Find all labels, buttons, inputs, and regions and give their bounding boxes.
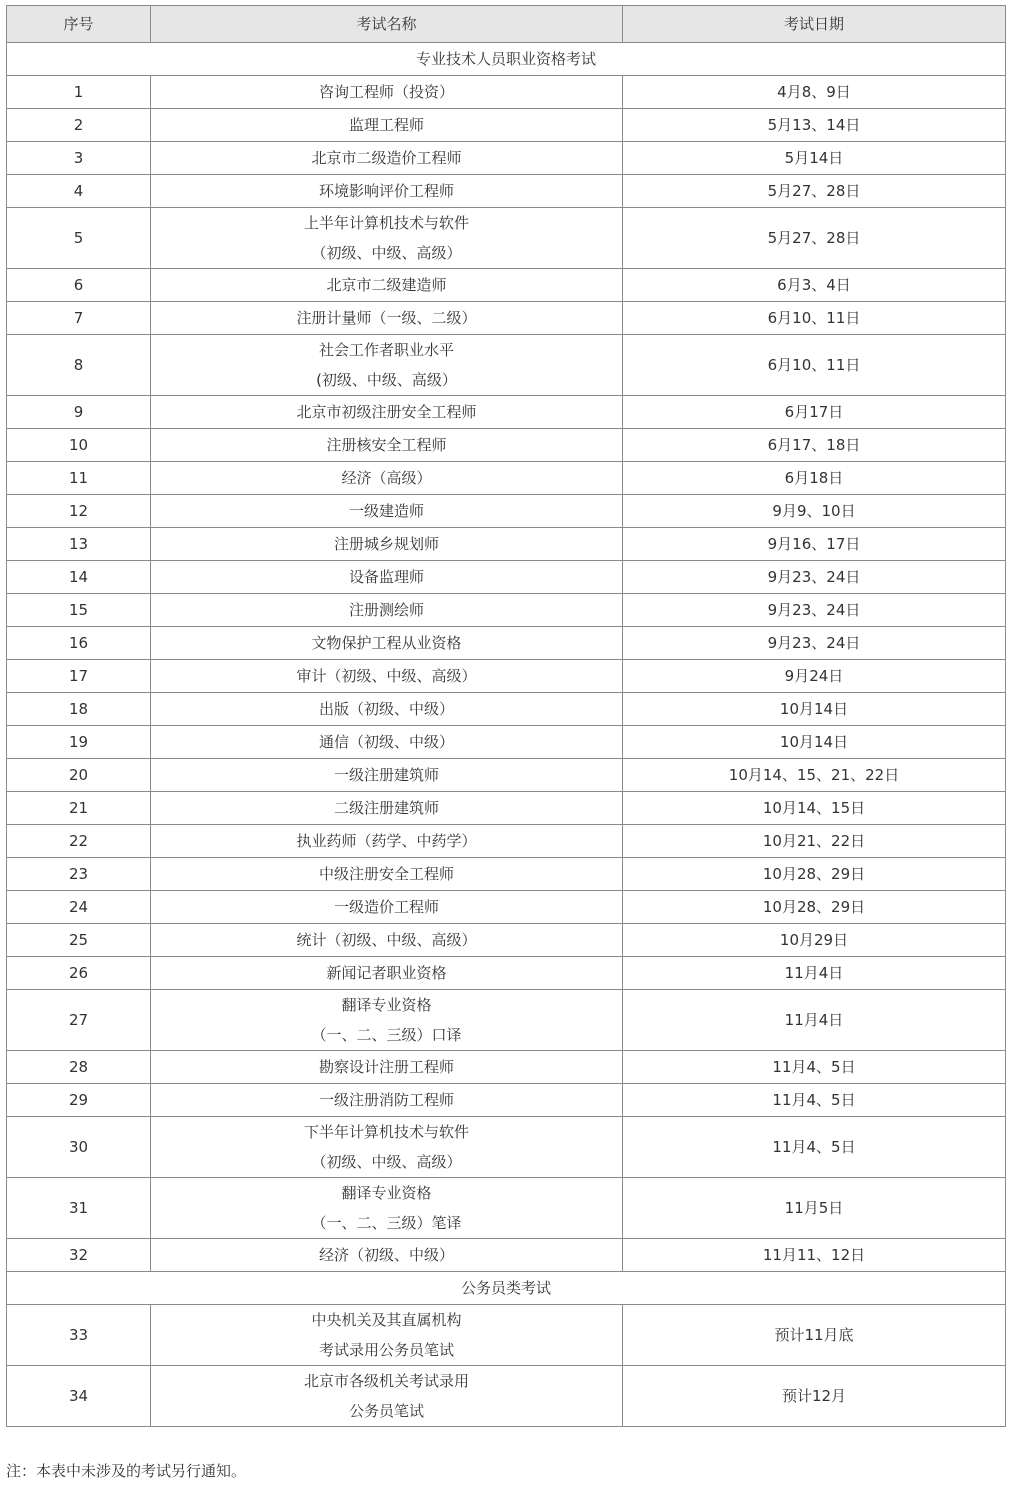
cell-no: 3 [7, 142, 151, 175]
table-row [7, 1366, 1006, 1427]
cell-no: 17 [7, 660, 151, 693]
cell-exam-name [151, 1305, 623, 1366]
cell-exam-name [151, 429, 623, 462]
cell-no: 21 [7, 792, 151, 825]
exam-name-line: 中央机关及其直属机构 [311, 1311, 462, 1329]
cell-exam-date: 11月4、5日 [623, 1117, 1006, 1178]
cell-exam-name [151, 76, 623, 109]
exam-name-line: 注册计量师（一级、二级） [296, 309, 477, 327]
cell-no: 26 [7, 957, 151, 990]
exam-name-line: 北京市二级建造师 [326, 276, 447, 294]
exam-name-line: 设备监理师 [348, 568, 424, 586]
table-row [7, 1117, 1006, 1178]
cell-exam-name [151, 627, 623, 660]
cell-exam-date: 6月17、18日 [623, 429, 1006, 462]
cell-exam-name [151, 302, 623, 335]
cell-no: 5 [7, 208, 151, 269]
table-row [7, 396, 1006, 429]
cell-exam-date: 10月14、15、21、22日 [623, 759, 1006, 792]
cell-exam-name [151, 462, 623, 495]
exam-name-line: 经济（高级） [341, 469, 432, 487]
table-row [7, 269, 1006, 302]
cell-no: 18 [7, 693, 151, 726]
cell-exam-name [151, 594, 623, 627]
table-row [7, 1239, 1006, 1272]
cell-exam-name [151, 726, 623, 759]
cell-exam-date: 9月23、24日 [623, 594, 1006, 627]
table-body [7, 43, 1006, 1427]
table-row [7, 924, 1006, 957]
cell-exam-date: 10月21、22日 [623, 825, 1006, 858]
exam-name-line: 北京市二级造价工程师 [311, 149, 462, 167]
cell-no: 32 [7, 1239, 151, 1272]
section-row [7, 1272, 1006, 1305]
cell-no: 22 [7, 825, 151, 858]
table-row [7, 660, 1006, 693]
cell-exam-name [151, 396, 623, 429]
exam-name-line: 文物保护工程从业资格 [311, 634, 462, 652]
cell-exam-date: 9月24日 [623, 660, 1006, 693]
cell-exam-name [151, 1366, 623, 1427]
table-row [7, 891, 1006, 924]
header-no: 序号 [7, 6, 151, 43]
cell-exam-date: 9月9、10日 [623, 495, 1006, 528]
table-row [7, 594, 1006, 627]
cell-no: 29 [7, 1084, 151, 1117]
cell-exam-date: 11月11、12日 [623, 1239, 1006, 1272]
cell-exam-date: 4月8、9日 [623, 76, 1006, 109]
cell-no: 30 [7, 1117, 151, 1178]
cell-exam-date: 9月23、24日 [623, 627, 1006, 660]
exam-schedule-table [6, 5, 1006, 1427]
cell-no: 9 [7, 396, 151, 429]
cell-exam-name [151, 825, 623, 858]
table-row [7, 528, 1006, 561]
section-title: 专业技术人员职业资格考试 [7, 43, 1006, 76]
cell-no: 7 [7, 302, 151, 335]
table-header [7, 6, 1006, 43]
cell-exam-name [151, 660, 623, 693]
cell-exam-date: 6月10、11日 [623, 302, 1006, 335]
cell-exam-name [151, 1239, 623, 1272]
table-row [7, 175, 1006, 208]
exam-name-line: 翻译专业资格 [341, 1184, 432, 1202]
cell-exam-name [151, 1051, 623, 1084]
exam-name-line: 公务员笔试 [348, 1402, 424, 1420]
cell-no: 1 [7, 76, 151, 109]
cell-no: 16 [7, 627, 151, 660]
exam-name-line: 注册城乡规划师 [333, 535, 439, 553]
exam-name-line: 社会工作者职业水平 [318, 341, 454, 359]
exam-name-line: 监理工程师 [348, 116, 424, 134]
cell-no: 14 [7, 561, 151, 594]
table-row [7, 957, 1006, 990]
cell-exam-date: 5月27、28日 [623, 208, 1006, 269]
exam-name-line: 新闻记者职业资格 [326, 964, 447, 982]
exam-name-line: 经济（初级、中级） [318, 1246, 454, 1264]
table-row [7, 1084, 1006, 1117]
cell-exam-name [151, 990, 623, 1051]
exam-name-line: 注册核安全工程师 [326, 436, 447, 454]
cell-no: 27 [7, 990, 151, 1051]
cell-exam-name [151, 1117, 623, 1178]
cell-no: 31 [7, 1178, 151, 1239]
cell-exam-date: 11月4、5日 [623, 1051, 1006, 1084]
cell-exam-date: 11月4、5日 [623, 1084, 1006, 1117]
header-exam-name: 考试名称 [151, 6, 623, 43]
cell-no: 20 [7, 759, 151, 792]
table-row [7, 208, 1006, 269]
table-row [7, 561, 1006, 594]
table-row [7, 495, 1006, 528]
cell-no: 10 [7, 429, 151, 462]
exam-name-line: （初级、中级、高级） [311, 1153, 462, 1171]
cell-exam-name [151, 142, 623, 175]
exam-name-line: 翻译专业资格 [341, 996, 432, 1014]
table-row [7, 142, 1006, 175]
cell-exam-date: 10月14、15日 [623, 792, 1006, 825]
table-row [7, 792, 1006, 825]
cell-exam-date: 6月18日 [623, 462, 1006, 495]
cell-no: 13 [7, 528, 151, 561]
cell-exam-name [151, 1178, 623, 1239]
exam-name-line: （一、二、三级）笔译 [311, 1214, 462, 1232]
cell-no: 28 [7, 1051, 151, 1084]
exam-name-line: 二级注册建筑师 [333, 799, 439, 817]
cell-exam-date: 5月14日 [623, 142, 1006, 175]
table-row [7, 858, 1006, 891]
cell-no: 11 [7, 462, 151, 495]
cell-exam-name [151, 891, 623, 924]
cell-exam-date: 10月29日 [623, 924, 1006, 957]
cell-exam-name [151, 208, 623, 269]
table-row [7, 825, 1006, 858]
cell-exam-date: 10月28、29日 [623, 891, 1006, 924]
table-row [7, 1178, 1006, 1239]
cell-exam-date: 9月23、24日 [623, 561, 1006, 594]
cell-exam-name [151, 269, 623, 302]
header-row [7, 6, 1006, 43]
exam-name-line: 北京市各级机关考试录用 [303, 1372, 469, 1390]
exam-name-line: 一级注册建筑师 [333, 766, 439, 784]
header-exam-date: 考试日期 [623, 6, 1006, 43]
exam-name-line: 考试录用公务员笔试 [318, 1341, 454, 1359]
cell-exam-name [151, 109, 623, 142]
table-row [7, 302, 1006, 335]
cell-exam-name [151, 693, 623, 726]
cell-exam-date: 10月28、29日 [623, 858, 1006, 891]
cell-exam-date: 5月27、28日 [623, 175, 1006, 208]
exam-name-line: 一级注册消防工程师 [318, 1091, 454, 1109]
table-row [7, 1305, 1006, 1366]
cell-exam-date: 6月3、4日 [623, 269, 1006, 302]
exam-name-line: 执业药师（药学、中药学） [296, 832, 477, 850]
cell-exam-name [151, 792, 623, 825]
cell-exam-date: 11月4日 [623, 990, 1006, 1051]
footnote: 注：本表中未涉及的考试另行通知。 [6, 1462, 247, 1480]
section-row [7, 43, 1006, 76]
cell-no: 6 [7, 269, 151, 302]
table-row [7, 335, 1006, 396]
cell-no: 4 [7, 175, 151, 208]
table-row [7, 759, 1006, 792]
cell-exam-name [151, 175, 623, 208]
cell-no: 33 [7, 1305, 151, 1366]
exam-name-line: 一级建造师 [348, 502, 424, 520]
cell-exam-date: 9月16、17日 [623, 528, 1006, 561]
cell-exam-date: 6月10、11日 [623, 335, 1006, 396]
cell-no: 24 [7, 891, 151, 924]
table-row [7, 627, 1006, 660]
exam-name-line: （初级、中级、高级） [311, 244, 462, 262]
cell-no: 34 [7, 1366, 151, 1427]
table-row [7, 462, 1006, 495]
table-row [7, 429, 1006, 462]
exam-name-line: 环境影响评价工程师 [318, 182, 454, 200]
table-row [7, 109, 1006, 142]
cell-exam-date: 预计11月底 [623, 1305, 1006, 1366]
cell-no: 15 [7, 594, 151, 627]
table-row [7, 1051, 1006, 1084]
exam-name-line: 审计（初级、中级、高级） [296, 667, 477, 685]
cell-no: 2 [7, 109, 151, 142]
cell-no: 12 [7, 495, 151, 528]
cell-exam-date: 11月5日 [623, 1178, 1006, 1239]
cell-no: 23 [7, 858, 151, 891]
cell-exam-date: 10月14日 [623, 693, 1006, 726]
exam-name-line: （一、二、三级）口译 [311, 1026, 462, 1044]
cell-exam-date: 5月13、14日 [623, 109, 1006, 142]
table-row [7, 990, 1006, 1051]
cell-exam-name [151, 1084, 623, 1117]
cell-exam-name [151, 561, 623, 594]
exam-name-line: 统计（初级、中级、高级） [296, 931, 477, 949]
exam-name-line: 通信（初级、中级） [318, 733, 454, 751]
exam-name-line: (初级、中级、高级） [316, 371, 457, 389]
exam-name-line: 注册测绘师 [348, 601, 424, 619]
cell-exam-name [151, 528, 623, 561]
exam-name-line: 北京市初级注册安全工程师 [296, 403, 477, 421]
cell-exam-name [151, 759, 623, 792]
cell-exam-date: 预计12月 [623, 1366, 1006, 1427]
exam-name-line: 咨询工程师（投资） [318, 83, 454, 101]
cell-exam-date: 11月4日 [623, 957, 1006, 990]
cell-no: 19 [7, 726, 151, 759]
table-row [7, 76, 1006, 109]
exam-name-line: 出版（初级、中级） [318, 700, 454, 718]
cell-exam-date: 6月17日 [623, 396, 1006, 429]
exam-name-line: 上半年计算机技术与软件 [303, 214, 469, 232]
exam-name-line: 一级造价工程师 [333, 898, 439, 916]
cell-no: 25 [7, 924, 151, 957]
table-row [7, 726, 1006, 759]
table-row [7, 693, 1006, 726]
cell-no: 8 [7, 335, 151, 396]
exam-name-line: 下半年计算机技术与软件 [303, 1123, 469, 1141]
cell-exam-name [151, 858, 623, 891]
cell-exam-name [151, 924, 623, 957]
exam-name-line: 中级注册安全工程师 [318, 865, 454, 883]
cell-exam-name [151, 495, 623, 528]
exam-name-line: 勘察设计注册工程师 [318, 1058, 454, 1076]
cell-exam-name [151, 957, 623, 990]
cell-exam-date: 10月14日 [623, 726, 1006, 759]
cell-exam-name [151, 335, 623, 396]
section-title: 公务员类考试 [7, 1272, 1006, 1305]
